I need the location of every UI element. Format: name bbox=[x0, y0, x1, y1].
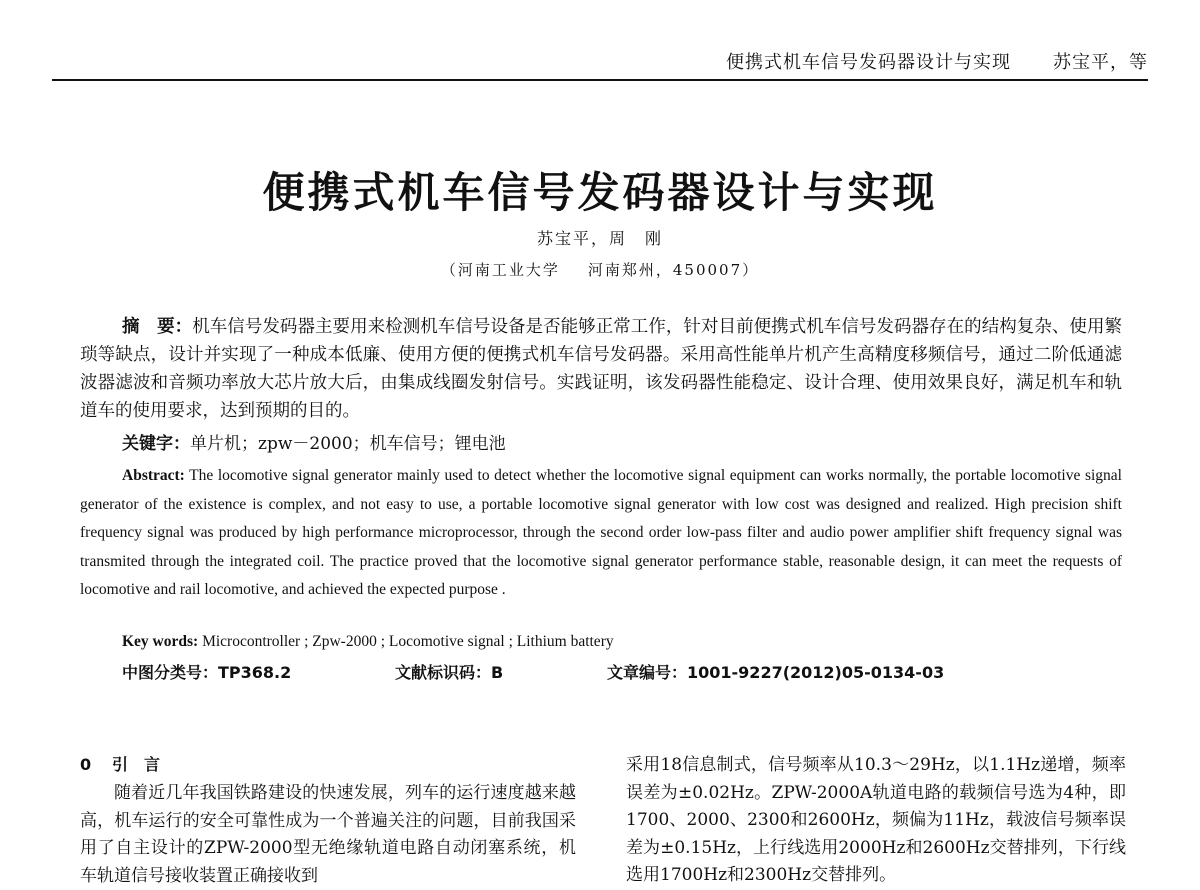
affiliation-location: 河南郑州，450007） bbox=[587, 261, 760, 279]
intro-paragraph-left: 随着近几年我国铁路建设的快速发展，列车的运行速度越来越高，机车运行的安全可靠性成为一个普遍关注的问题，目前我国采用了自主设计的ZPW-2000型无绝缘轨道电路自动闭塞系统，机车轨道信号接收装置正确接收到 bbox=[80, 783, 576, 886]
section-title: 引 言 bbox=[112, 755, 161, 774]
body-column-left bbox=[80, 752, 576, 890]
abstract-cn-text: 机车信号发码器主要用来检测机车信号设备是否能够正常工作，针对目前便携式机车信号发码器存在的结构复杂、使用繁琐等缺点，设计并实现了一种成本低廉、使用方便的便携式机车信号发码器。采用高性能单片机产生高精度移频信号，通过二阶低通滤波器滤波和音频功率放大芯片放大后，由集成线圈发射信号。实践证明，该发码器性能稳定、设计合理、使用效果良好，满足机车和轨道车的使用要求，达到预期的目的。 bbox=[80, 317, 1123, 421]
article-number: 文章编号：1001-9227(2012)05-0134-03 bbox=[607, 663, 945, 682]
abstract-en-text: The locomotive signal generator mainly used to detect whether the locomotive signal equipment can works normally, the portable locomotive signal generator of the existence is complex, and not easy to use, a portable locomotive signal generator with low cost was designed and realized. High precision shift frequency signal was produced by high performance microprocessor, through the second order low-pass filter and audio power amplifier shift frequency signal was transmited through the integrated coil. The practice proved that the locomotive signal generator performance stable, reasonable design, it can meet the requests of locomotive and rail locomotive, and achieved the expected purpose . bbox=[80, 467, 1122, 598]
clc-number: 中图分类号：TP368.2 bbox=[122, 663, 292, 682]
paper-title: 便携式机车信号发码器设计与实现 bbox=[262, 168, 938, 217]
keywords-cn-label: 关键字： bbox=[122, 434, 190, 454]
body-column-right bbox=[626, 752, 1126, 890]
intro-paragraph-right: 采用18信息制式，信号频率从10.3～29Hz，以1.1Hz递增，频率误差为±0.02Hz。ZPW-2000A轨道电路的载频信号选为4种，即1700、2000、2300和2600Hz，频偏为11Hz，载波信号频率误差为±0.15Hz，上行线选用2000Hz和2600Hz交替排列，下行线选用1700Hz和2300Hz交替排列。 bbox=[626, 755, 1126, 885]
keywords-cn-text: 单片机；zpw－2000；机车信号；锂电池 bbox=[190, 434, 506, 454]
abstract-cn-label: 摘 要： bbox=[122, 317, 193, 337]
affiliation bbox=[0, 259, 1200, 280]
keywords-en-label: Key words: bbox=[122, 633, 199, 650]
keywords-chinese bbox=[122, 429, 1122, 454]
keywords-en-text: Microcontroller ; Zpw-2000 ; Locomotive signal ; Lithium battery bbox=[202, 633, 614, 650]
header-rule bbox=[52, 79, 1148, 81]
section-number: 0 bbox=[80, 755, 92, 774]
document-code: 文献标识码：B bbox=[395, 663, 504, 682]
running-head-title: 便携式机车信号发码器设计与实现 bbox=[726, 52, 1011, 73]
abstract-english bbox=[80, 462, 1122, 605]
abstract-en-label: Abstract: bbox=[122, 467, 185, 484]
keywords-english bbox=[122, 633, 1122, 651]
running-head bbox=[726, 48, 1148, 74]
running-head-authors: 苏宝平，等 bbox=[1053, 52, 1148, 73]
abstract-chinese bbox=[80, 313, 1122, 425]
author-list: 苏宝平，周 刚 bbox=[536, 229, 663, 248]
affiliation-institution: （河南工业大学 bbox=[440, 261, 560, 279]
section-heading bbox=[80, 752, 576, 778]
